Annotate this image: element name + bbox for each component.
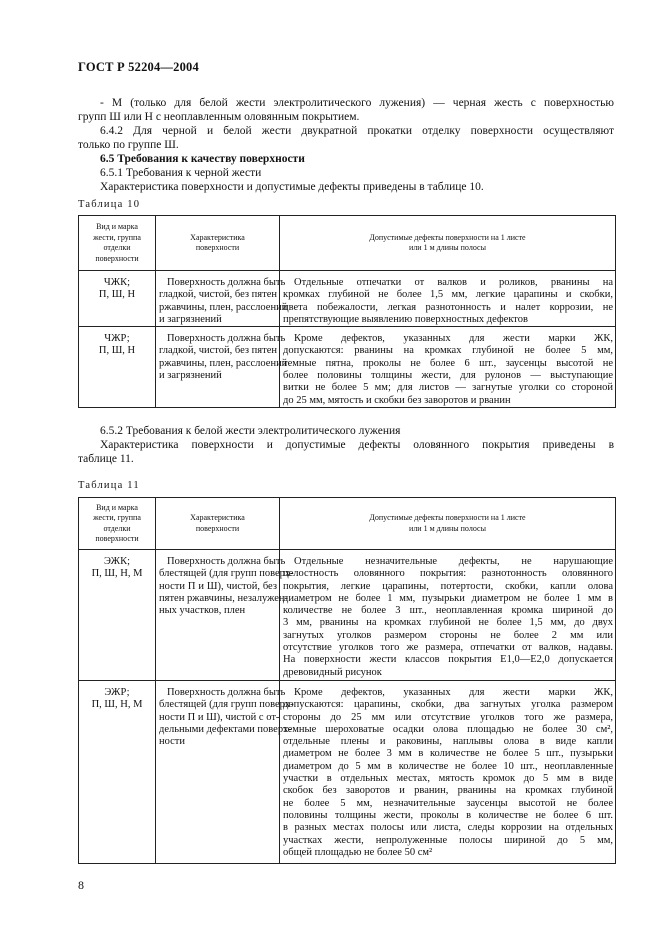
cell-surface: Поверхность должна быть гладкой, чистой, без пятен ржавчины, плен, расслоений и загрязнений [156, 271, 280, 327]
header-col-surface: Характеристика поверхности [156, 216, 280, 271]
subsection-heading: 6.5.1 Требования к черной жести [100, 167, 262, 179]
paragraph-line: Характеристика поверхности и допустимые дефекты оловянного покрытия приведены в [100, 439, 614, 451]
table-row [79, 271, 616, 327]
paragraph-line: только по группе Ш. [78, 139, 179, 151]
paragraph-line: - М (только для белой жести электролитического лужения) — черная жесть с поверхностью [100, 97, 614, 109]
paragraph-line: групп Ш или Н с неоплавленным оловянным покрытием. [78, 111, 360, 123]
document-header: ГОСТ Р 52204—2004 [78, 60, 199, 74]
table-row [79, 327, 616, 408]
header-col-defects: Допустимые дефекты поверхности на 1 листе или 1 м длины полосы [280, 216, 616, 271]
subsection-heading: 6.5.2 Требования к белой жести электролитического лужения [100, 425, 401, 437]
header-col-kind: Вид и марка жести, группа отделки поверхности [79, 498, 156, 550]
cell-kind: ЧЖР; П, Ш, Н [79, 327, 156, 408]
table-row [79, 681, 616, 864]
cell-defects: Отдельные незначительные дефекты, не нарушающие целостность оловянного покрытия: разнотонность оловянного покрытия, легкие царапины, потертости, скобки, капли олова диаметром не более 1 мм, пузырьки диаметром не более 1 мм в количестве не более 3 шт., неоплавленная кромка шириной до 3 мм, рванины на кромках глубиной не более 1,5 мм, до двух загнутых уголков размером стороны не более 2 мм или отсутствие уголков того же размера, отпечатки от валков, надавы. На поверхности жести классов покрытия Е1,0—Е2,0 допускается древовидный рисунок [280, 550, 616, 681]
table-header-row [79, 216, 616, 271]
table-10 [78, 215, 616, 408]
table-header-row [79, 498, 616, 550]
header-col-kind: Вид и марка жести, группа отделки поверхности [79, 216, 156, 271]
cell-surface: Поверхность должна быть блестящей (для групп поверх- ности П и Ш), чистой с от- дельными дефектами поверх- ности [156, 681, 280, 864]
paragraph-line: таблице 11. [78, 453, 134, 465]
paragraph-line: Характеристика поверхности и допустимые дефекты приведены в таблице 10. [100, 181, 484, 193]
table-caption: Таблица 10 [78, 199, 141, 210]
table-row [79, 550, 616, 681]
cell-surface: Поверхность должна быть блестящей (для групп поверх- ности П и Ш), чистой, без пятен ржавчины, незалужен- ных участков, плен [156, 550, 280, 681]
section-heading: 6.5 Требования к качеству поверхности [100, 153, 305, 165]
cell-surface: Поверхность должна быть гладкой, чистой, без пятен ржавчины, плен, расслоений и загрязнений [156, 327, 280, 408]
cell-kind: ЭЖР; П, Ш, Н, М [79, 681, 156, 864]
table-caption: Таблица 11 [78, 480, 140, 491]
cell-defects: Кроме дефектов, указанных для жести марки ЖК, допускаются: царапины, скобки, два загнутых уголка размером стороны до 25 мм или отсутствие уголков того же размера, темные шероховатые осадки олова площадью не более 30 см², отдельные плены и раковины, наплывы олова в виде капли диаметром не более 3 мм в количестве не более 5 шт., пузырьки диаметром до 5 мм в количестве не более 10 шт., неоплавленные участки в отдельных местах, мятость кромок до 5 мм в виде скобок без заворотов и рванин, рванины на кромках глубиной не более 5 мм, незначительные заусенцы высотой не более половины толщины жести, проколы в количестве не более 6 шт. в разных местах полосы или листа, следы коррозии на отдельных участках жести, непролуженные полосы шириной до 5 мм, общей площадью не более 50 см² [280, 681, 616, 864]
page-number: 8 [78, 878, 84, 892]
cell-defects: Отдельные отпечатки от валков и роликов, рванины на кромках глубиной не более 1,5 мм, легкие царапины и скобки, цвета побежалости, легкая разнотонность и налет коррозии, не препятствующие выявлению поверхностных дефектов [280, 271, 616, 327]
table-11 [78, 497, 616, 864]
header-col-defects: Допустимые дефекты поверхности на 1 листе или 1 м длины полосы [280, 498, 616, 550]
cell-kind: ЭЖК; П, Ш, Н, М [79, 550, 156, 681]
paragraph-line: 6.4.2 Для черной и белой жести двукратной прокатки отделку поверхности осуществляют [100, 125, 614, 137]
cell-defects: Кроме дефектов, указанных для жести марки ЖК, допускаются: рванины на кромках глубиной не более 5 мм, темные пятна, проколы не более 6 шт., заусенцы высотой не более половины толщины жести, для рулонов — выступающие витки не более 5 мм; для листов — загнутые уголки со стороной до 25 мм, мятость и скобки без заворотов и рванин [280, 327, 616, 408]
header-col-surface: Характеристика поверхности [156, 498, 280, 550]
cell-kind: ЧЖК; П, Ш, Н [79, 271, 156, 327]
